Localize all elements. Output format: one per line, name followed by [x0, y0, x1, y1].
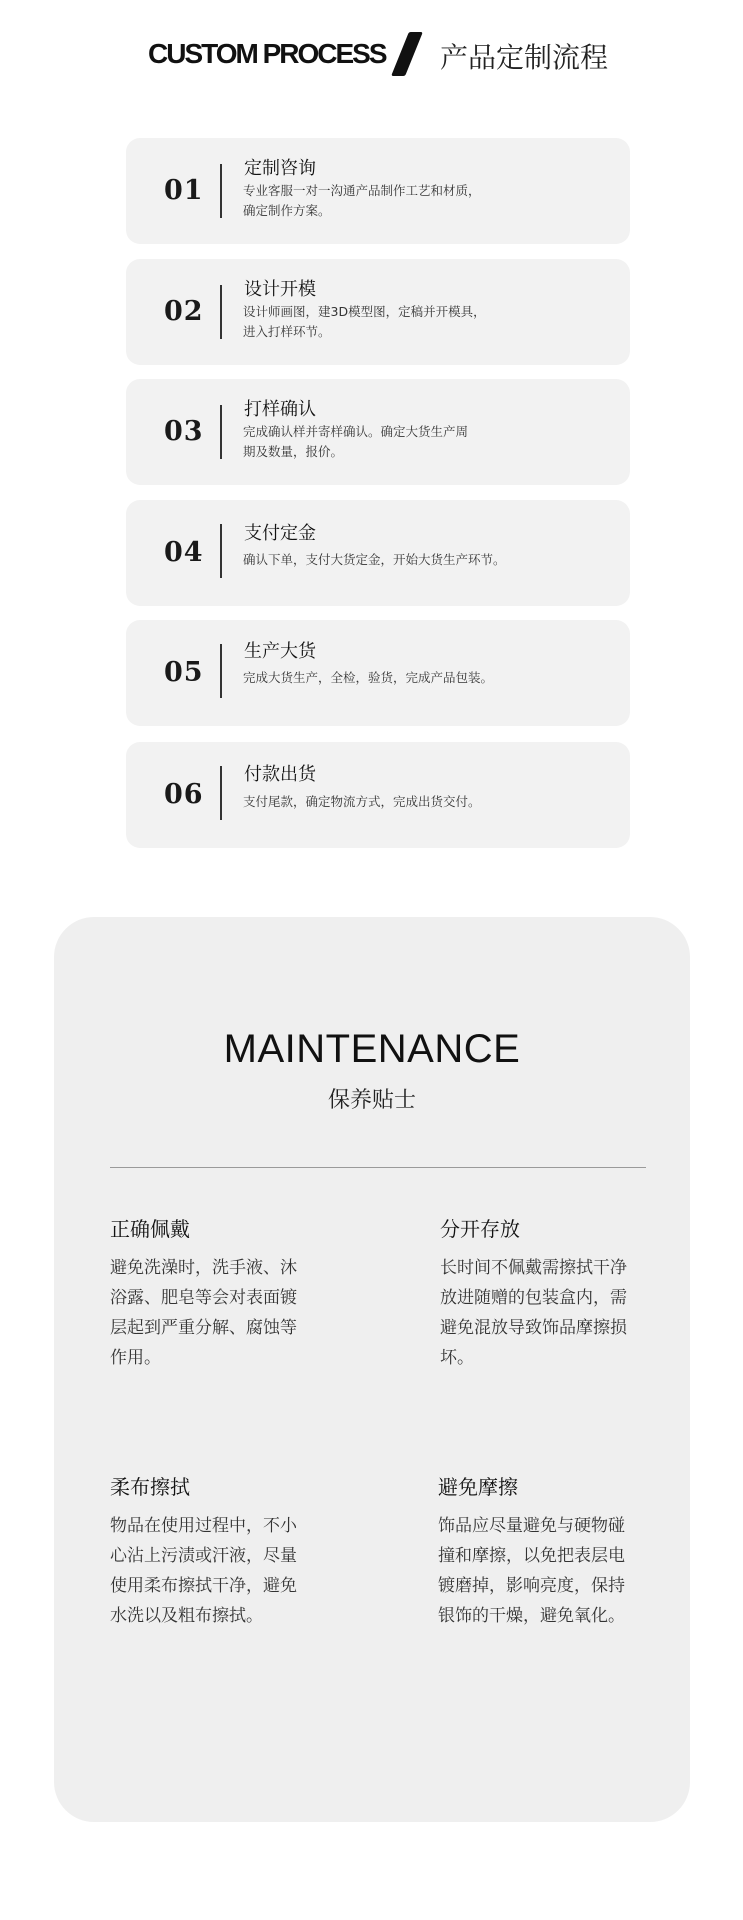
tip-title: 避免摩擦 [438, 1475, 518, 1499]
step-desc-line: 期及数量，报价。 [243, 444, 344, 459]
step-title: 支付定金 [244, 523, 316, 544]
tip-line: 水洗以及粗布擦拭。 [110, 1606, 263, 1626]
tip-line: 镀磨掉，影响亮度，保持 [438, 1576, 625, 1596]
tip-line: 浴露、肥皂等会对表面镀 [110, 1288, 297, 1308]
tip-line: 物品在使用过程中，不小 [110, 1516, 297, 1536]
step-divider [220, 285, 222, 339]
step-description [243, 422, 563, 462]
step-divider [220, 644, 222, 698]
step-title: 打样确认 [244, 399, 316, 420]
tip-title: 分开存放 [440, 1217, 520, 1241]
tip-line: 放进随赠的包装盒内，需 [440, 1288, 627, 1308]
process-step-card [126, 500, 630, 606]
process-step-card [126, 742, 630, 848]
step-divider [220, 405, 222, 459]
step-desc-line: 设计师画图，建3D模型图，定稿并开模具， [243, 304, 486, 319]
tip-title: 柔布擦拭 [110, 1475, 190, 1499]
tip-body [110, 1253, 320, 1373]
step-desc-line: 进入打样环节。 [243, 324, 331, 339]
process-step-card [126, 620, 630, 726]
step-title: 付款出货 [244, 764, 316, 785]
tip-line: 坏。 [440, 1348, 474, 1368]
process-header [0, 30, 743, 80]
tip-line: 避免洗澡时，洗手液、沐 [110, 1258, 297, 1278]
process-title-cn: 产品定制流程 [440, 41, 609, 74]
maintenance-title-cn: 保养贴士 [327, 1088, 416, 1113]
step-number: 04 [164, 537, 204, 568]
step-desc-line: 专业客服一对一沟通产品制作工艺和材质， [243, 183, 481, 198]
tip-body [438, 1511, 648, 1631]
slash-divider-icon [391, 32, 423, 76]
step-title: 设计开模 [244, 279, 316, 300]
step-desc-line: 完成确认样并寄样确认。确定大货生产周 [243, 424, 469, 439]
step-desc-line: 确认下单，支付大货定金，开始大货生产环节。 [243, 552, 506, 567]
tip-line: 层起到严重分解、腐蚀等 [110, 1318, 297, 1338]
tip-body [440, 1253, 650, 1373]
step-divider [220, 524, 222, 578]
process-step-card [126, 379, 630, 485]
step-description [243, 792, 583, 812]
step-title: 生产大货 [244, 641, 316, 662]
tip-line: 长时间不佩戴需擦拭干净 [440, 1258, 627, 1278]
maintenance-title-en: MAINTENANCE [223, 1027, 521, 1071]
step-divider [220, 766, 222, 820]
process-step-card [126, 259, 630, 365]
step-number: 01 [164, 175, 204, 206]
step-description [243, 302, 563, 342]
step-description [243, 668, 583, 688]
process-step-card [126, 138, 630, 244]
step-title: 定制咨询 [244, 158, 316, 179]
step-desc-line: 确定制作方案。 [243, 203, 331, 218]
tip-line: 饰品应尽量避免与硬物碰 [438, 1516, 625, 1536]
step-number: 03 [164, 416, 204, 447]
step-number: 05 [164, 657, 204, 688]
tip-line: 心沾上污渍或汗液，尽量 [110, 1546, 297, 1566]
step-description [243, 550, 583, 570]
step-description [243, 181, 563, 221]
tip-line: 银饰的干燥，避免氧化。 [438, 1606, 625, 1626]
step-desc-line: 完成大货生产，全检，验货，完成产品包装。 [243, 670, 494, 685]
tip-line: 作用。 [110, 1348, 161, 1368]
step-divider [220, 164, 222, 218]
step-number: 02 [164, 296, 204, 327]
tip-line: 避免混放导致饰品摩擦损 [440, 1318, 627, 1338]
process-title-en: CUSTOM PROCESS [148, 38, 386, 69]
section-divider [110, 1167, 646, 1168]
tip-title: 正确佩戴 [110, 1217, 190, 1241]
tip-body [110, 1511, 320, 1631]
tip-line: 撞和摩擦，以免把表层电 [438, 1546, 625, 1566]
step-desc-line: 支付尾款，确定物流方式，完成出货交付。 [243, 794, 481, 809]
tip-line: 使用柔布擦拭干净，避免 [110, 1576, 297, 1596]
maintenance-panel [54, 917, 690, 1822]
step-number: 06 [164, 779, 204, 810]
